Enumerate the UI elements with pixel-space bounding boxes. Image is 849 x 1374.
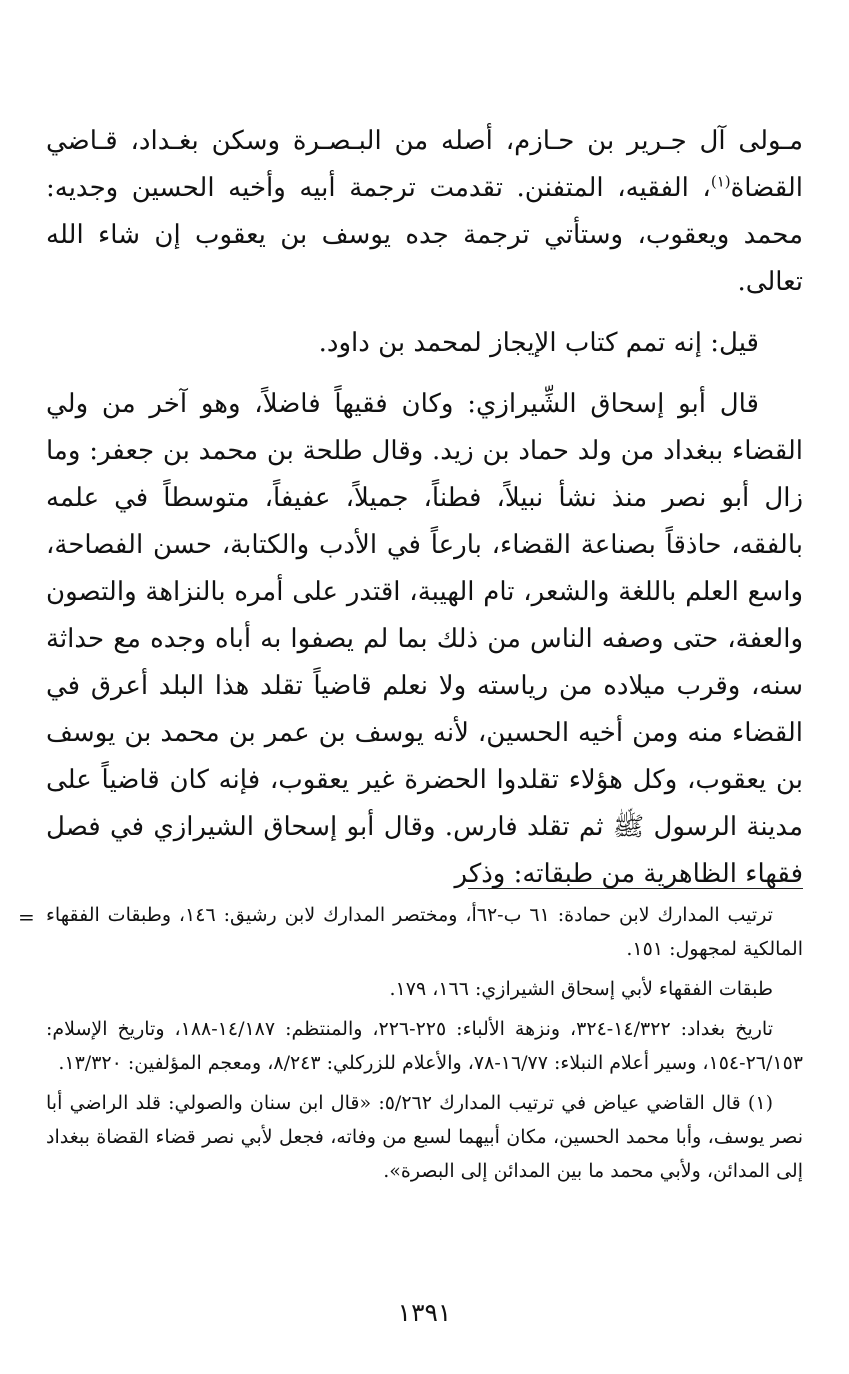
footnote-2: طبقات الفقهاء لأبي إسحاق الشيرازي: ١٦٦، ١٧٩. <box>389 978 773 1000</box>
page-number: ١٣٩١ <box>397 1298 452 1327</box>
main-text <box>46 118 803 912</box>
main-paragraph-2: قيل: إنه تمم كتاب الإيجاز لمحمد بن داود. <box>318 328 759 358</box>
paragraph-text: مـولى آل جـرير بن حـازم، أصله من البـصـرة وسكن بغـداد، قـاضي القضاة <box>46 126 803 203</box>
footnotes <box>18 898 803 1194</box>
main-paragraph-1 <box>46 118 803 306</box>
paragraph-text-continued: ، الفقيه، المتفنن. تقدمت ترجمة أبيه وأخيه الحسين وجديه: محمد ويعقوب، وستأتي ترجمة جده يوسف بن يعقوب إن شاء الله تعالى. <box>46 173 803 297</box>
footnote-text: ترتيب المدارك لابن حمادة: ٦١ ب-٦٢أ، ومختصر المدارك لابن رشيق: ١٤٦، وطبقات الفقهاء المالكية لمجهول: ١٥١. <box>46 904 803 960</box>
footnote-1 <box>18 898 803 966</box>
footnote-4: (١) قال القاضي عياض في ترتيب المدارك ٥/٢٦٢: «قال ابن سنان والصولي: قلد الراضي أبا نصر يوسف، وأبا محمد الحسين، مكان أبيهما لسبع من وفاته، فجعل لأبي نصر قضاء القضاة ببغداد إلى المدائن، ولأبي محمد ما بين المدائن إلى البصرة». <box>46 1092 803 1182</box>
footnote-3: تاريخ بغداد: ١٤/٣٢٢-٣٢٤، ونزهة الألباء: ٢٢٥-٢٢٦، والمنتظم: ١٤/١٨٧-١٨٨، وتاريخ الإسلام: ٢٦/١٥٣-١٥٤، وسير أعلام النبلاء: ١٦/٧٧-٧٨، والأعلام للزركلي: ٨/٢٤٣، ومعجم المؤلفين: ١٣/٣٢٠. <box>46 1018 803 1074</box>
continuation-mark: = <box>18 905 35 929</box>
main-paragraph-3: قال أبو إسحاق الشِّيرازي: وكان فقيهاً فاضلاً، وهو آخر من ولي القضاء ببغداد من ولد حماد بن زيد. وقال طلحة بن محمد بن جعفر: وما زال أبو نصر منذ نشأ نبيلاً، فطناً، جميلاً، عفيفاً، متوسطاً في علمه بالفقه، حاذقاً بصناعة القضاء، بارعاً في الأدب والكتابة، حسن الفصاحة، واسع العلم باللغة والشعر، تام الهيبة، اقتدر على أمره بالنزاهة والتصون والعفة، حتى وصفه الناس من ذلك بما لم يصفوا به أباه وجده مع حداثة سنه، وقرب ميلاده من رياسته ولا نعلم قاضياً تقلد هذا البلد أعرق في القضاء منه ومن أخيه الحسين، لأنه يوسف بن عمر بن محمد بن يوسف بن يعقوب، وكل هؤلاء تقلدوا الحضرة غير يعقوب، فإنه كان قاضياً على مدينة الرسول ﷺ ثم تقلد فارس. وقال أبو إسحاق الشيرازي في فصل فقهاء الظاهرية من طبقاته: وذكر <box>46 389 803 889</box>
footnote-marker: (١) <box>710 172 731 191</box>
footnote-separator <box>468 888 803 889</box>
